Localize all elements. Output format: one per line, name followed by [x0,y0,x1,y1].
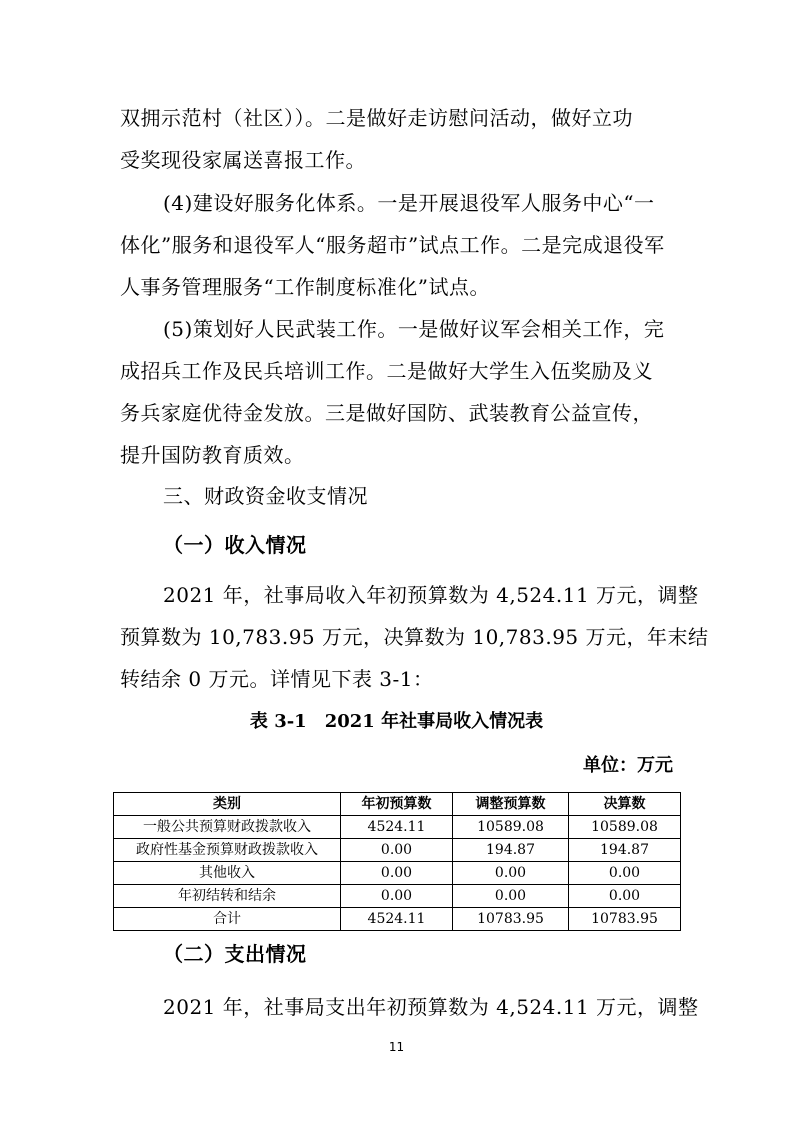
table-header-row [114,793,681,816]
table-row [114,885,681,908]
table-cell: 0.00 [569,885,681,908]
table-cell: 4524.11 [341,816,453,839]
table-unit: 单位：万元 [583,755,673,776]
table-cell: 合计 [114,908,341,931]
table-cell: 194.87 [453,839,569,862]
table-cell: 年初结转和结余 [114,885,341,908]
paragraph-line: 受奖现役家属送喜报工作。 [120,148,366,172]
expense-heading: （二）支出情况 [163,942,307,966]
paragraph-line: 人事务管理服务“工作制度标准化”试点。 [120,275,490,299]
table-cell: 0.00 [341,885,453,908]
paragraph-line: 双拥示范村（社区））。二是做好走访慰问活动，做好立功 [120,106,633,130]
table-cell: 一般公共预算财政拨款收入 [114,816,341,839]
table-cell: 0.00 [569,862,681,885]
paragraph-line: 务兵家庭优待金发放。三是做好国防、武装教育公益宣传， [120,401,653,425]
paragraph-line: 体化”服务和退役军人“服务超市”试点工作。二是完成退役军 [120,233,665,257]
income-table [113,792,681,931]
header-cell: 年初预算数 [341,793,453,816]
table-title: 表 3-1 2021 年社事局收入情况表 [249,711,544,732]
table-cell: 0.00 [453,862,569,885]
header-cell: 调整预算数 [453,793,569,816]
section-heading: 三、财政资金收支情况 [163,484,368,508]
table-cell: 10589.08 [453,816,569,839]
table-cell: 其他收入 [114,862,341,885]
income-heading: （一）收入情况 [163,533,307,557]
paragraph-line: 2021 年，社事局支出年初预算数为 4,524.11 万元，调整 [163,995,699,1019]
paragraph-line: 转结余 0 万元。详情见下表 3-1： [120,667,434,691]
table-total-row [114,908,681,931]
table-row [114,862,681,885]
table-cell: 10589.08 [569,816,681,839]
table-cell: 0.00 [341,839,453,862]
table-cell: 10783.95 [569,908,681,931]
table-cell: 194.87 [569,839,681,862]
paragraph-line: (4)建设好服务化体系。一是开展退役军人服务中心“一 [163,191,655,215]
table-cell: 0.00 [453,885,569,908]
table-row [114,816,681,839]
paragraph-line: 预算数为 10,783.95 万元，决算数为 10,783.95 万元，年末结 [120,625,709,649]
header-cell: 决算数 [569,793,681,816]
table-cell: 10783.95 [453,908,569,931]
table-cell: 政府性基金预算财政拨款收入 [114,839,341,862]
table-row [114,839,681,862]
header-cell: 类别 [114,793,341,816]
paragraph-line: 提升国防教育质效。 [120,443,305,467]
table-cell: 0.00 [341,862,453,885]
paragraph-line: 成招兵工作及民兵培训工作。二是做好大学生入伍奖励及义 [120,359,653,383]
page-number: 11 [388,1040,405,1054]
paragraph-line: 2021 年，社事局收入年初预算数为 4,524.11 万元，调整 [163,583,699,607]
table-cell: 4524.11 [341,908,453,931]
paragraph-line: (5)策划好人民武装工作。一是做好议军会相关工作，完 [163,317,665,341]
